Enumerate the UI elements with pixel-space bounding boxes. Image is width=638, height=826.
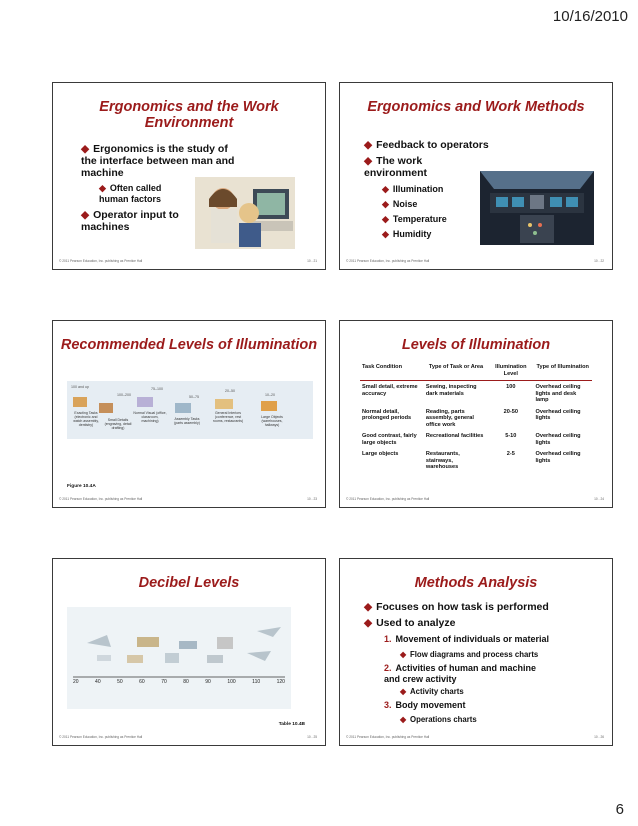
diamond-bullet-icon: ◆ bbox=[364, 155, 373, 167]
diamond-bullet-icon: ◆ bbox=[382, 184, 389, 194]
decibel-tick: 100 bbox=[227, 679, 236, 685]
table-cell: Reading, parts assembly, general office work bbox=[425, 408, 474, 428]
column-header: Type of Illumination bbox=[533, 363, 592, 381]
diamond-bullet-icon: ◆ bbox=[81, 143, 90, 155]
slide-page-number: 10 - 24 bbox=[594, 497, 604, 501]
slide-title: Levels of Illumination bbox=[401, 337, 551, 353]
numbered-item-body-movement: 3. Body movement bbox=[384, 700, 466, 710]
sub-bullet-illumination: ◆ Illumination bbox=[382, 184, 444, 194]
illumination-figure bbox=[67, 381, 313, 439]
table-cell: Large objects bbox=[362, 451, 399, 457]
table-cell: Restaurants, stairways, warehouses bbox=[425, 451, 460, 470]
slide-title: Decibel Levels bbox=[138, 575, 240, 591]
task-label: Large Objects (warehouses, hallways) bbox=[261, 415, 283, 427]
slide-methods-analysis bbox=[339, 558, 613, 746]
level-label: 10–20 bbox=[265, 393, 275, 397]
sub-bullet-human-factors: ◆ Often called human factors bbox=[99, 183, 162, 204]
task-label: Normal Visual (office, classroom, machining) bbox=[133, 411, 167, 423]
table-cell: Sewing, inspecting dark materials bbox=[425, 384, 477, 397]
table-cell: Recreational facilities bbox=[425, 433, 484, 439]
diamond-bullet-icon: ◆ bbox=[364, 139, 373, 151]
decibel-figure bbox=[67, 607, 291, 709]
bullet-ergonomics-definition: ◆ Ergonomics is the study of the interface between man and machine bbox=[81, 143, 235, 179]
bullet-operator-input: ◆ Operator input to machines bbox=[81, 209, 179, 233]
slide-footer-copyright: © 2011 Pearson Education, Inc. publishing as Prentice Hall bbox=[59, 259, 143, 263]
slide-title: Ergonomics and Work Methods bbox=[367, 99, 585, 115]
diamond-bullet-icon: ◆ bbox=[364, 617, 373, 629]
table-row bbox=[360, 430, 592, 448]
column-header: Type of Task or Area bbox=[424, 363, 488, 381]
table-cell: Normal detail, prolonged periods bbox=[362, 408, 412, 421]
slide-page-number: 10 - 26 bbox=[594, 735, 604, 739]
table-cell: Good contrast, fairly large objects bbox=[362, 433, 417, 446]
diamond-bullet-icon: ◆ bbox=[382, 229, 389, 239]
slide-title: Ergonomics and the Work Environment bbox=[99, 99, 279, 131]
diamond-bullet-icon: ◆ bbox=[99, 183, 106, 193]
decibel-scale bbox=[73, 679, 285, 685]
table-cell: Overhead ceiling lights bbox=[535, 433, 581, 446]
table-cell: Small detail, extreme accuracy bbox=[362, 384, 418, 397]
task-label: Assembly Tasks (parts assembly) bbox=[174, 417, 200, 425]
numbered-item-activities: 2. Activities of human and machine and crew activity bbox=[384, 663, 537, 684]
photo-cockpit bbox=[480, 171, 594, 245]
table-caption: Table 10.4B bbox=[278, 722, 305, 727]
decibel-tick: 20 bbox=[73, 679, 79, 685]
slide-footer-copyright: © 2011 Pearson Education, Inc. publishing as Prentice Hall bbox=[346, 497, 430, 501]
bullet-feedback: ◆ Feedback to operators bbox=[364, 139, 489, 151]
slide-ergonomics-environment bbox=[52, 82, 326, 270]
bullet-focuses: ◆ Focuses on how task is performed bbox=[364, 601, 549, 613]
table-cell: Overhead ceiling lights bbox=[535, 451, 581, 464]
slide-footer-copyright: © 2011 Pearson Education, Inc. publishing as Prentice Hall bbox=[59, 735, 143, 739]
sub-bullet-flow-diagrams: ◆ Flow diagrams and process charts bbox=[400, 650, 539, 659]
sub-bullet-noise: ◆ Noise bbox=[382, 199, 418, 209]
decibel-tick: 70 bbox=[161, 679, 167, 685]
slide-levels-illumination bbox=[339, 320, 613, 508]
decibel-tick: 110 bbox=[252, 679, 261, 685]
sub-bullet-temperature: ◆ Temperature bbox=[382, 214, 447, 224]
slide-decibel-levels bbox=[52, 558, 326, 746]
diamond-bullet-icon: ◆ bbox=[400, 715, 406, 724]
diamond-bullet-icon: ◆ bbox=[81, 209, 90, 221]
table-header-row bbox=[360, 363, 592, 381]
task-label: Exacting Tasks (electronic and watch assembly, dentistry) bbox=[73, 411, 99, 427]
level-label: 75–100 bbox=[151, 387, 163, 391]
diamond-bullet-icon: ◆ bbox=[382, 199, 389, 209]
level-label: 100–200 bbox=[117, 393, 131, 397]
sub-bullet-humidity: ◆ Humidity bbox=[382, 229, 432, 239]
table-cell: 100 bbox=[506, 384, 516, 390]
decibel-tick: 120 bbox=[276, 679, 285, 685]
decibel-tick: 40 bbox=[95, 679, 101, 685]
page-number: 6 bbox=[615, 801, 624, 818]
table-row bbox=[360, 381, 592, 406]
slide-footer-copyright: © 2011 Pearson Education, Inc. publishing as Prentice Hall bbox=[346, 259, 430, 263]
table-cell: 5-10 bbox=[505, 433, 517, 439]
level-label: 50–75 bbox=[189, 395, 199, 399]
table-cell: Overhead ceiling lights bbox=[535, 408, 581, 421]
decibel-sources-illustration bbox=[67, 607, 291, 709]
slide-title: Methods Analysis bbox=[414, 575, 538, 591]
bullet-used-to-analyze: ◆ Used to analyze bbox=[364, 617, 456, 629]
slide-page-number: 10 - 21 bbox=[307, 259, 317, 263]
illumination-table bbox=[360, 363, 592, 473]
table-cell: Overhead ceiling lights and desk lamp bbox=[535, 384, 581, 403]
numbered-item-movement: 1. Movement of individuals or material bbox=[384, 634, 550, 644]
decibel-tick: 90 bbox=[205, 679, 211, 685]
slide-ergonomics-methods bbox=[339, 82, 613, 270]
diamond-bullet-icon: ◆ bbox=[364, 601, 373, 613]
level-label: 20–50 bbox=[225, 389, 235, 393]
page-date: 10/16/2010 bbox=[552, 8, 628, 25]
photo-children-computer bbox=[195, 177, 295, 249]
column-header: Task Condition bbox=[360, 363, 424, 381]
decibel-tick: 80 bbox=[183, 679, 189, 685]
sub-bullet-activity-charts: ◆ Activity charts bbox=[400, 687, 464, 696]
table-cell: 2-5 bbox=[506, 451, 515, 457]
slide-page-number: 10 - 23 bbox=[307, 497, 317, 501]
sub-bullet-operations-charts: ◆ Operations charts bbox=[400, 715, 477, 724]
column-header: Illumination Level bbox=[488, 363, 533, 381]
diamond-bullet-icon: ◆ bbox=[382, 214, 389, 224]
slide-title: Recommended Levels of Illumination bbox=[60, 337, 318, 353]
bullet-work-environment: ◆ The work environment bbox=[364, 155, 428, 179]
table-row bbox=[360, 448, 592, 473]
slide-footer-copyright: © 2011 Pearson Education, Inc. publishing as Prentice Hall bbox=[59, 497, 143, 501]
task-label: Small Details (engraving, detail drafting) bbox=[104, 418, 132, 430]
slide-page-number: 10 - 22 bbox=[594, 259, 604, 263]
illumination-scenes-illustration bbox=[67, 381, 313, 439]
slide-recommended-illumination bbox=[52, 320, 326, 508]
task-label: General Interiors (conference, rest rooms, restaurants) bbox=[212, 411, 244, 423]
decibel-tick: 60 bbox=[139, 679, 145, 685]
figure-caption: Figure 10.4A bbox=[67, 484, 96, 489]
table-cell: 20-50 bbox=[503, 408, 518, 415]
diamond-bullet-icon: ◆ bbox=[400, 650, 406, 659]
slide-footer-copyright: © 2011 Pearson Education, Inc. publishing as Prentice Hall bbox=[346, 735, 430, 739]
table-row bbox=[360, 406, 592, 431]
level-label: 100 and up bbox=[71, 385, 89, 389]
decibel-tick: 50 bbox=[117, 679, 123, 685]
diamond-bullet-icon: ◆ bbox=[400, 687, 406, 696]
slide-page-number: 10 - 25 bbox=[307, 735, 317, 739]
